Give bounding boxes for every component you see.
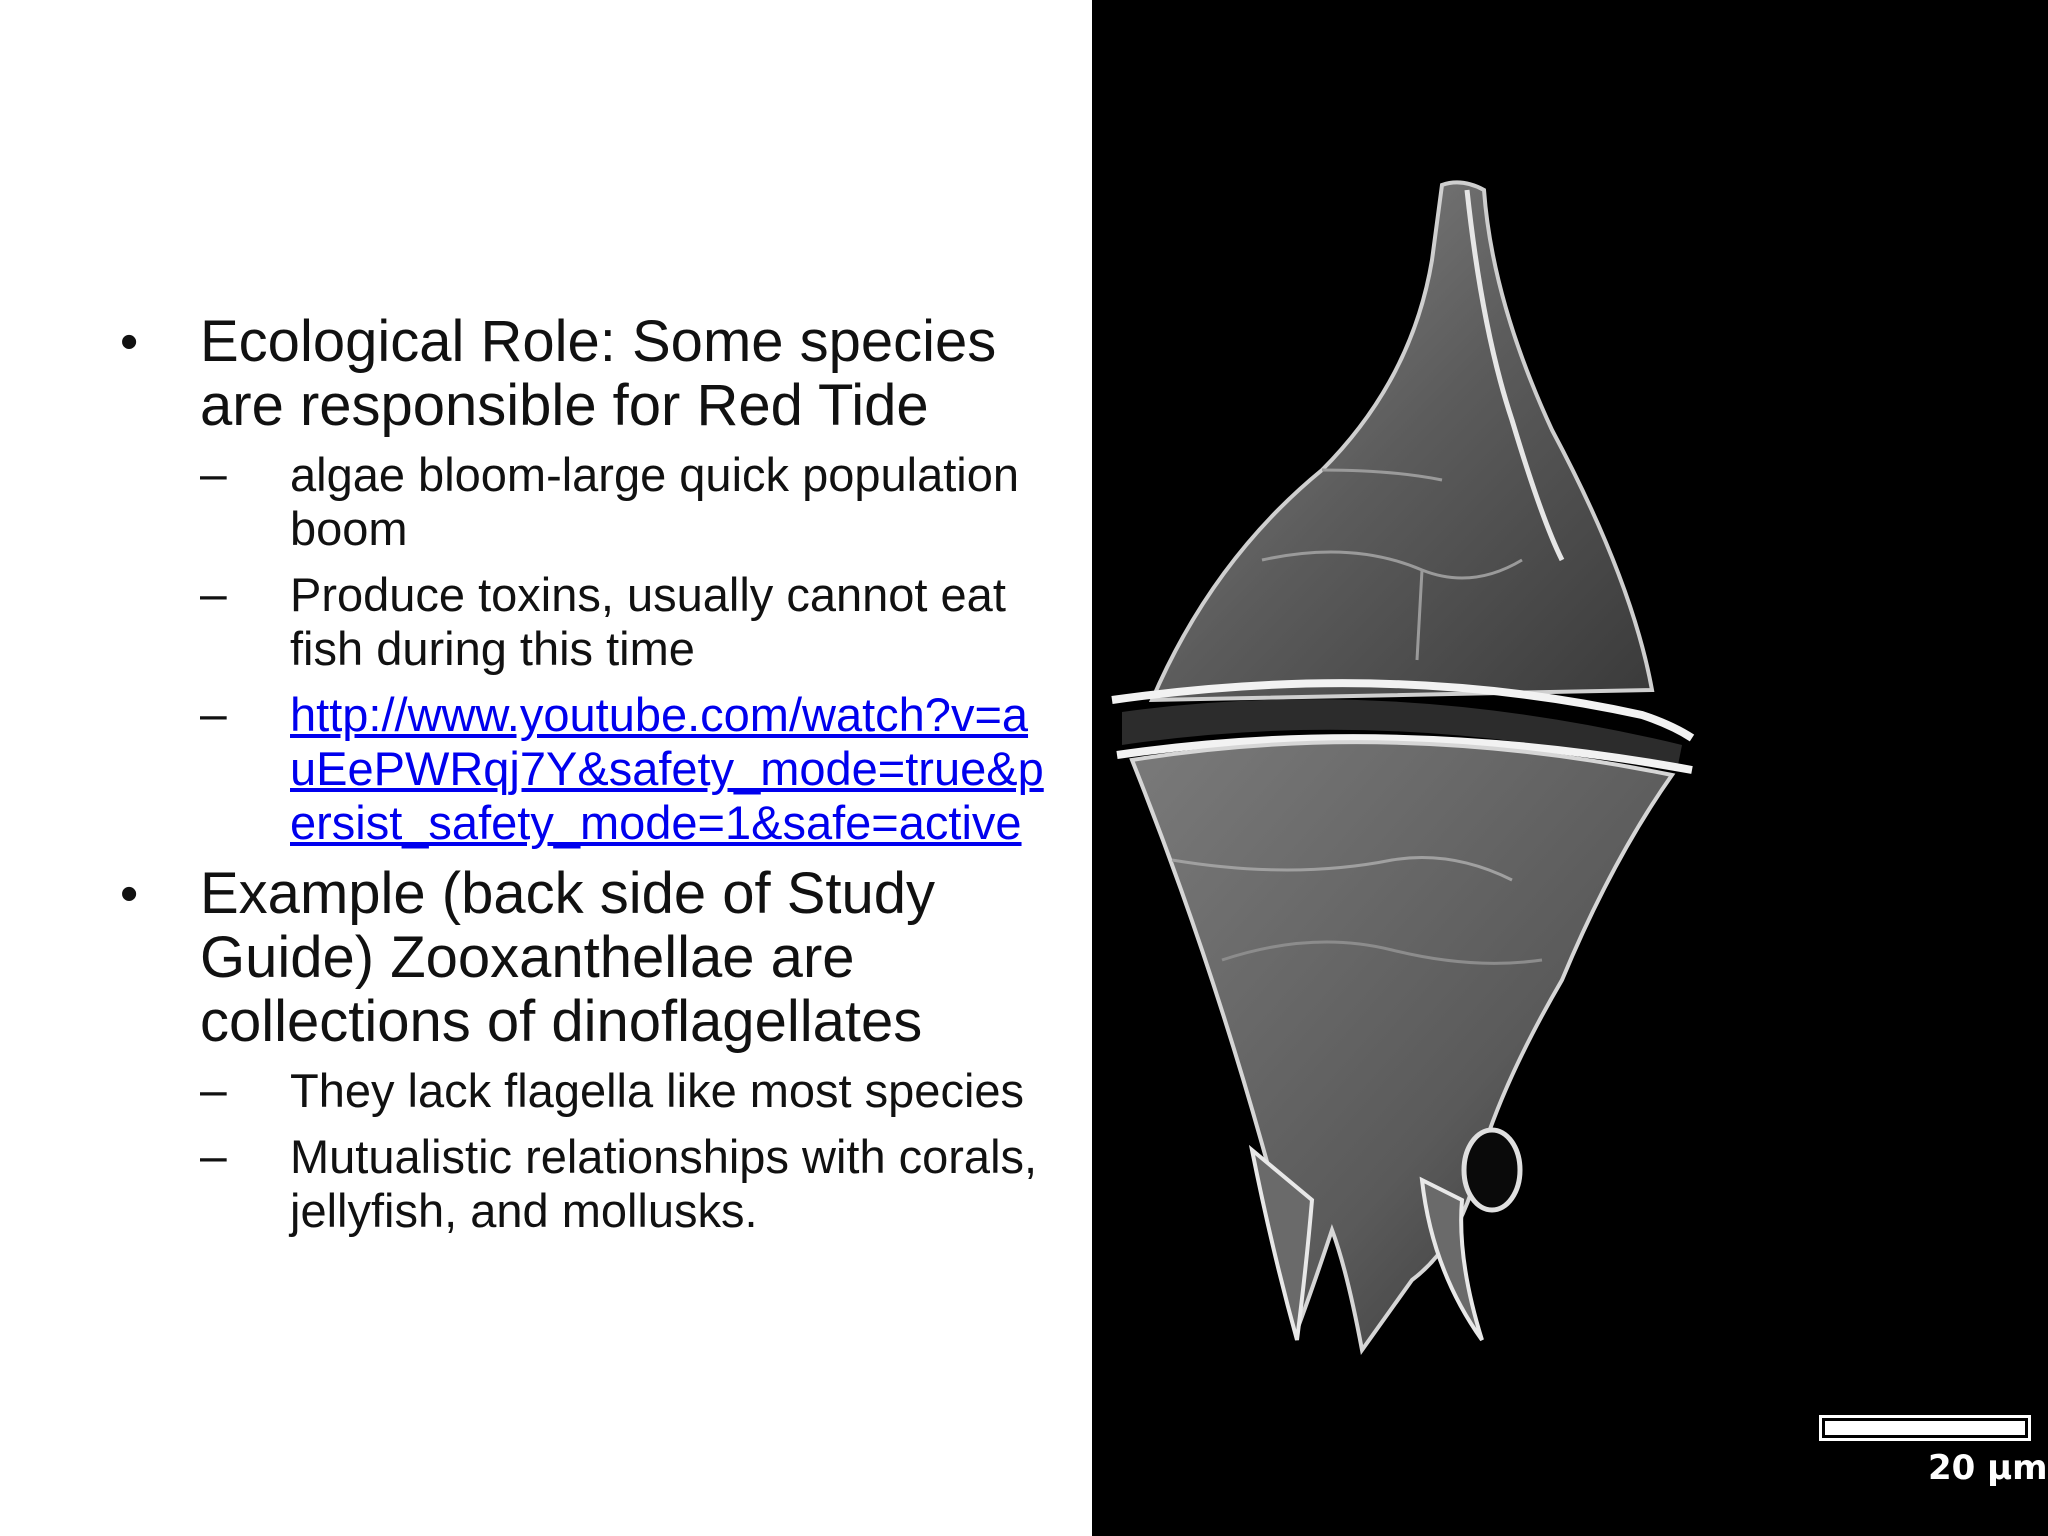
bullet-item-example [120, 862, 1080, 1238]
sub-bullet-item [200, 1130, 1080, 1238]
epitheca-shape [1152, 182, 1652, 700]
sub-bullet-text: Produce toxins, usually cannot eat fish during this time [290, 568, 1006, 675]
sub-bullet-item [200, 1064, 1080, 1118]
sub-bullet-list [200, 448, 1080, 850]
scale-label: 20 µm [1928, 1448, 2048, 1488]
antapical-pore [1464, 1130, 1520, 1210]
bullet-text: Ecological Role: Some species are responsible for Red Tide [200, 309, 997, 438]
bullet-item-ecological-role [120, 310, 1080, 850]
dinoflagellate-illustration [1092, 0, 2048, 1536]
sub-bullet-item [200, 568, 1080, 676]
bullet-text: Example (back side of Study Guide) Zooxanthellae are collections of dinoflagellates [200, 861, 936, 1054]
bullet-marker: • [120, 865, 139, 923]
dash-marker: – [200, 448, 227, 501]
scale-bar [1822, 1418, 2028, 1438]
sub-bullet-list [200, 1064, 1080, 1238]
bullet-list [120, 310, 1080, 1250]
sub-bullet-text: Mutualistic relationships with corals, jellyfish, and mollusks. [290, 1130, 1038, 1237]
dash-marker: – [200, 568, 227, 621]
micrograph-panel [1092, 0, 2048, 1536]
dash-marker: – [200, 1130, 227, 1183]
sub-bullet-item [200, 688, 1080, 850]
bullet-marker: • [120, 313, 139, 371]
sub-bullet-text: They lack flagella like most species [290, 1064, 1025, 1117]
sub-bullet-text: algae bloom-large quick population boom [290, 448, 1019, 555]
hypotheca-shape [1132, 742, 1672, 1350]
youtube-link[interactable]: http://www.youtube.com/watch?v=auEePWRqj7Y&safety_mode=true&persist_safety_mode=1&safe=active [290, 688, 1044, 849]
sub-bullet-item [200, 448, 1080, 556]
dash-marker: – [200, 1064, 227, 1117]
dash-marker: – [200, 688, 227, 741]
